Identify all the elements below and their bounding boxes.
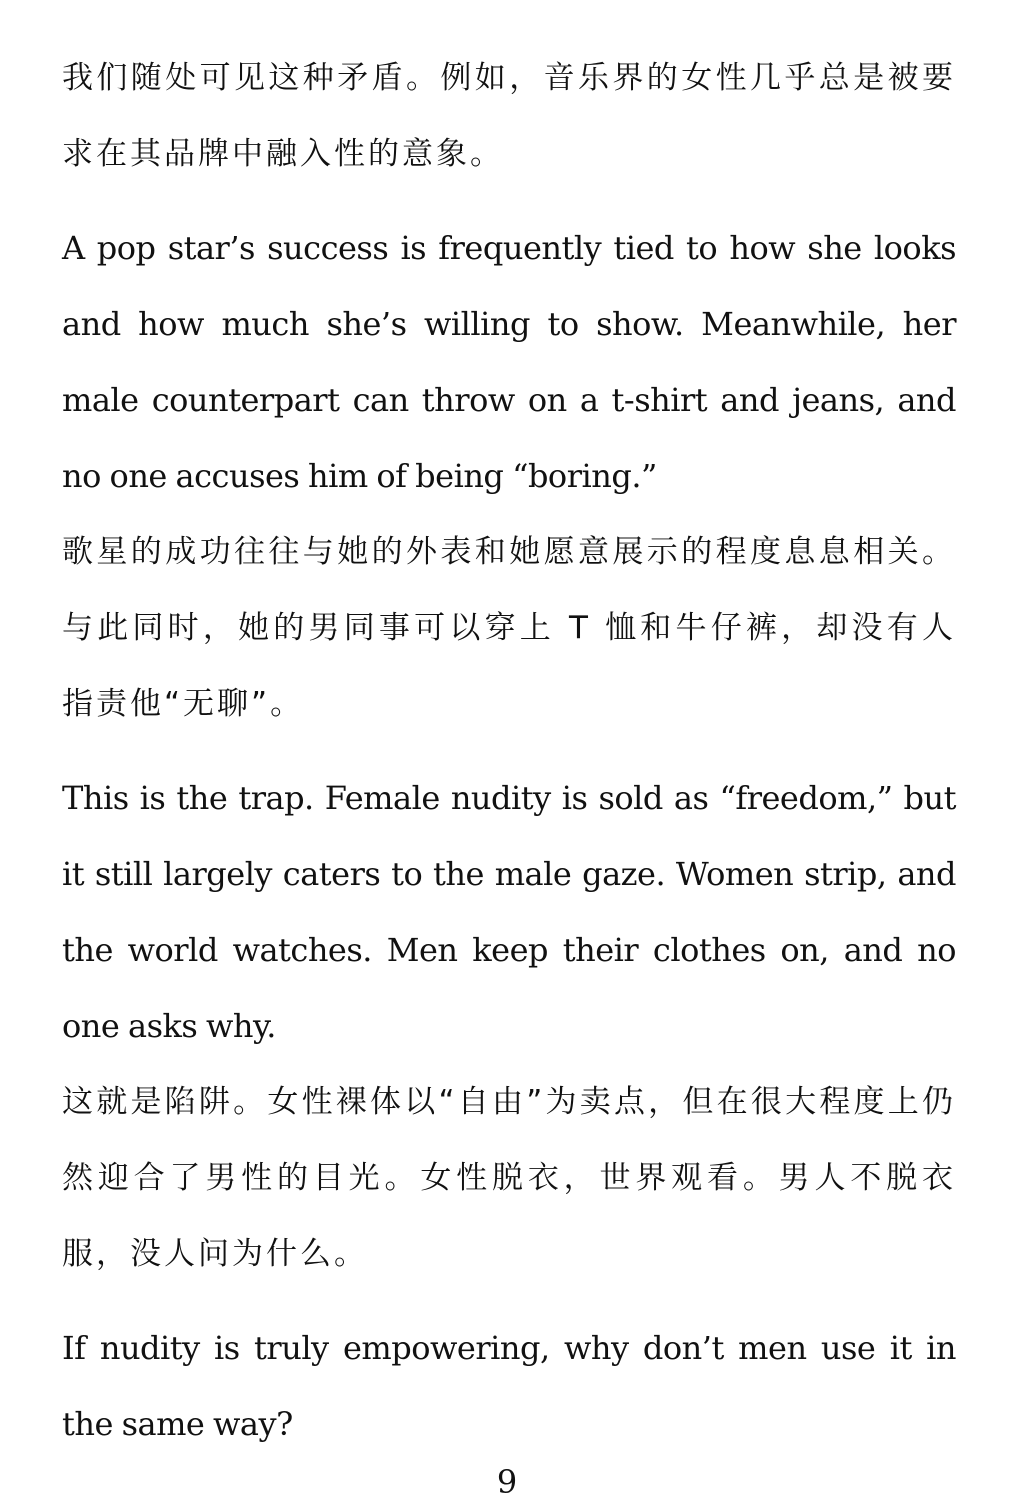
paragraph-zh-pop-star: 歌星的成功往往与她的外表和她愿意展示的程度息息相关。与此同时，她的男同事可以穿上 T 恤和牛仔裤，却没有人指责他“无聊”。	[62, 534, 956, 722]
paragraph-zh-trap: 这就是陷阱。女性裸体以“自由”为卖点，但在很大程度上仍然迎合了男性的目光。女性脱衣，世界观看。男人不脱衣服，没人问为什么。	[62, 1084, 956, 1272]
page-number: 9	[496, 1463, 518, 1501]
page-content	[62, 40, 956, 1462]
paragraph-en-question: If nudity is truly empowering, why don’t men use it in the same way?	[62, 1329, 956, 1443]
paragraph-en-pop-star: A pop star’s success is frequently tied to how she looks and how much she’s willing to show. Meanwhile, her male counterpart can throw on a t-shirt and jeans, and no one accuses him of being “boring.”	[62, 229, 956, 495]
paragraph-zh-contradiction: 我们随处可见这种矛盾。例如，音乐界的女性几乎总是被要求在其品牌中融入性的意象。	[62, 60, 956, 172]
paragraph-en-trap: This is the trap. Female nudity is sold as “freedom,” but it still largely caters to the male gaze. Women strip, and the world watches. Men keep their clothes on, and no one asks why.	[62, 779, 956, 1045]
